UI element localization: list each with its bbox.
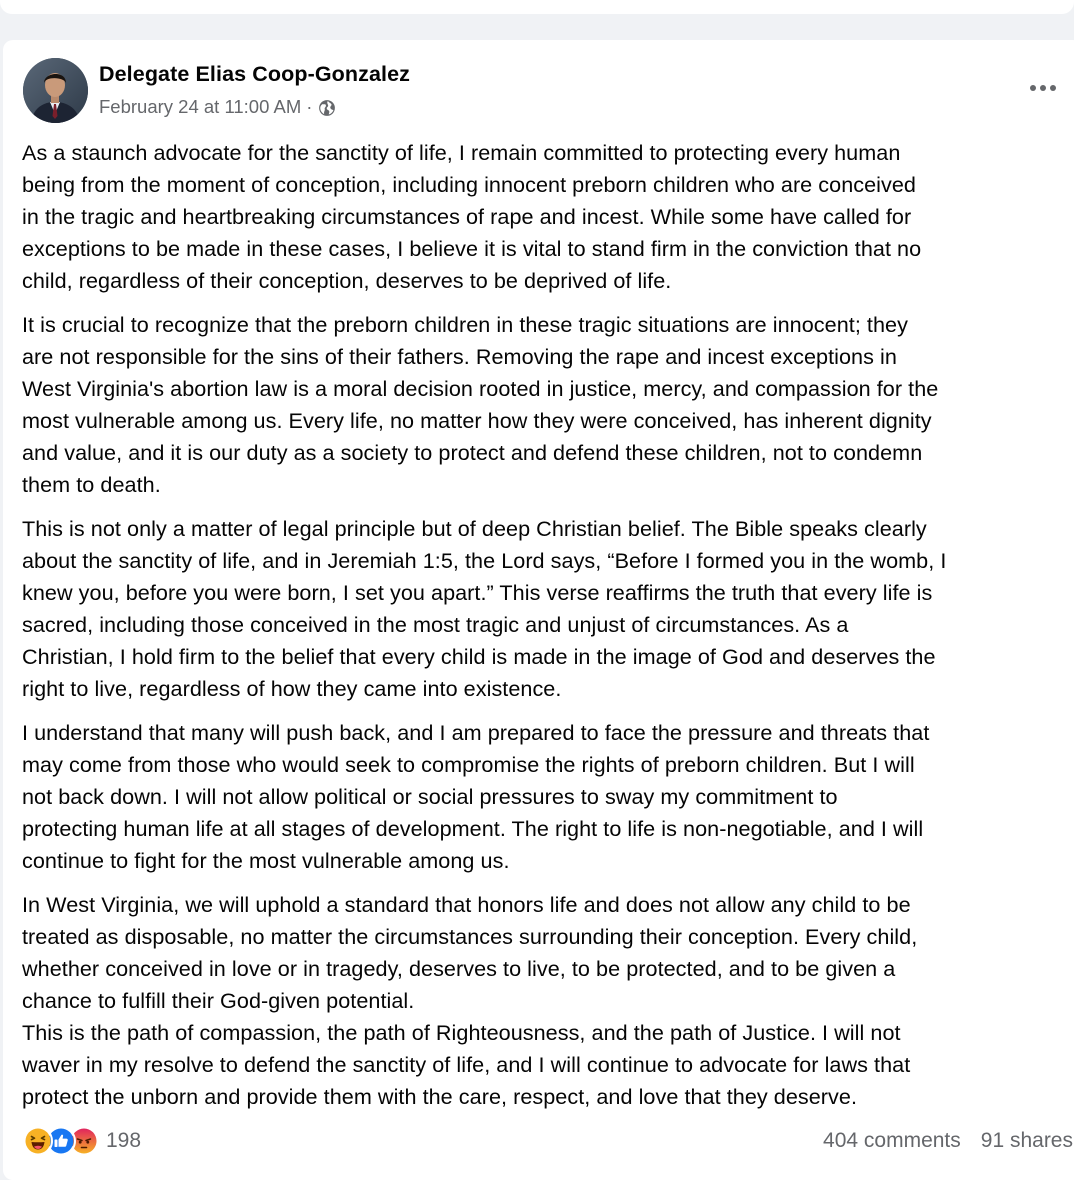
text-line: may come from those who would seek to compromise the rights of preborn children. But I will <box>22 752 915 777</box>
post-paragraph <box>22 309 1072 501</box>
text-line: right to live, regardless of how they came into existence. <box>22 676 562 701</box>
reactions-summary[interactable] <box>23 1126 141 1156</box>
text-line: Christian, I hold firm to the belief that every child is made in the image of God and deserves the <box>22 644 936 669</box>
post-footer <box>23 1124 1073 1158</box>
text-line: not back down. I will not allow political or social pressures to sway my commitment to <box>22 784 838 809</box>
text-line: are not responsible for the sins of their fathers. Removing the rape and incest exceptions in <box>22 344 897 369</box>
text-line: It is crucial to recognize that the preborn children in these tragic situations are innocent; they <box>22 312 908 337</box>
meta-separator: · <box>306 96 313 117</box>
text-line: This is the path of compassion, the path of Righteousness, and the path of Justice. I will not <box>22 1020 901 1045</box>
text-line: I understand that many will push back, and I am prepared to face the pressure and threats that <box>22 720 930 745</box>
author-avatar[interactable] <box>23 58 88 123</box>
text-line: and value, and it is our duty as a society to protect and defend these children, not to condemn <box>22 440 923 465</box>
globe-icon[interactable] <box>318 99 336 117</box>
text-line: most vulnerable among us. Every life, no matter how they were conceived, has inherent dignity <box>22 408 932 433</box>
post-paragraph <box>22 513 1072 705</box>
comments-count-link[interactable]: 404 comments <box>823 1129 961 1152</box>
text-line: being from the moment of conception, including innocent preborn children who are conceived <box>22 172 916 197</box>
engagement-stats <box>823 1129 1073 1153</box>
post-paragraph <box>22 889 1072 1113</box>
text-line: sacred, including those conceived in the most tragic and unjust of circumstances. As a <box>22 612 849 637</box>
text-line: them to death. <box>22 472 161 497</box>
reaction-icons <box>23 1126 92 1156</box>
text-line: about the sanctity of life, and in Jeremiah 1:5, the Lord says, “Before I formed you in the womb, I <box>22 548 947 573</box>
text-line: exceptions to be made in these cases, I believe it is vital to stand firm in the conviction that no <box>22 236 922 261</box>
text-line: In West Virginia, we will uphold a standard that honors life and does not allow any child to be <box>22 892 911 917</box>
post-paragraph <box>22 717 1072 877</box>
text-line: As a staunch advocate for the sanctity of life, I remain committed to protecting every human <box>22 140 901 165</box>
text-line: child, regardless of their conception, deserves to be deprived of life. <box>22 268 672 293</box>
post-paragraph <box>22 137 1072 297</box>
text-line: in the tragic and heartbreaking circumstances of rape and incest. While some have called for <box>22 204 912 229</box>
text-line: chance to fulfill their God-given potential. <box>22 988 415 1013</box>
author-name[interactable]: Delegate Elias Coop-Gonzalez <box>99 62 411 86</box>
more-options-button[interactable] <box>1025 78 1061 98</box>
text-line: whether conceived in love or in tragedy, deserves to live, to be protected, and to be given a <box>22 956 896 981</box>
text-line: protecting human life at all stages of development. The right to life is non-negotiable, and I will <box>22 816 924 841</box>
avatar-photo <box>23 58 88 123</box>
post-body <box>22 137 1072 1113</box>
reaction-count[interactable]: 198 <box>106 1129 142 1152</box>
more-options-icon <box>1028 84 1058 92</box>
haha-reaction-icon <box>23 1126 53 1156</box>
text-line: treated as disposable, no matter the circumstances surrounding their conception. Every child, <box>22 924 918 949</box>
post-timestamp[interactable]: February 24 at 11:00 AM <box>99 96 302 117</box>
shares-count-link[interactable]: 91 shares <box>980 1129 1073 1152</box>
text-line: protect the unborn and provide them with the care, respect, and love that they deserve. <box>22 1084 858 1109</box>
text-line: West Virginia's abortion law is a moral decision rooted in justice, mercy, and compassion for the <box>22 376 939 401</box>
post-card <box>3 40 1074 1180</box>
text-line: waver in my resolve to defend the sanctity of life, and I will continue to advocate for laws that <box>22 1052 911 1077</box>
text-line: knew you, before you were born, I set you apart.” This verse reaffirms the truth that every life is <box>22 580 933 605</box>
text-line: This is not only a matter of legal principle but of deep Christian belief. The Bible speaks clearly <box>22 516 927 541</box>
text-line: continue to fight for the most vulnerable among us. <box>22 848 510 873</box>
previous-post-card <box>0 0 1074 14</box>
post-meta <box>99 95 336 119</box>
